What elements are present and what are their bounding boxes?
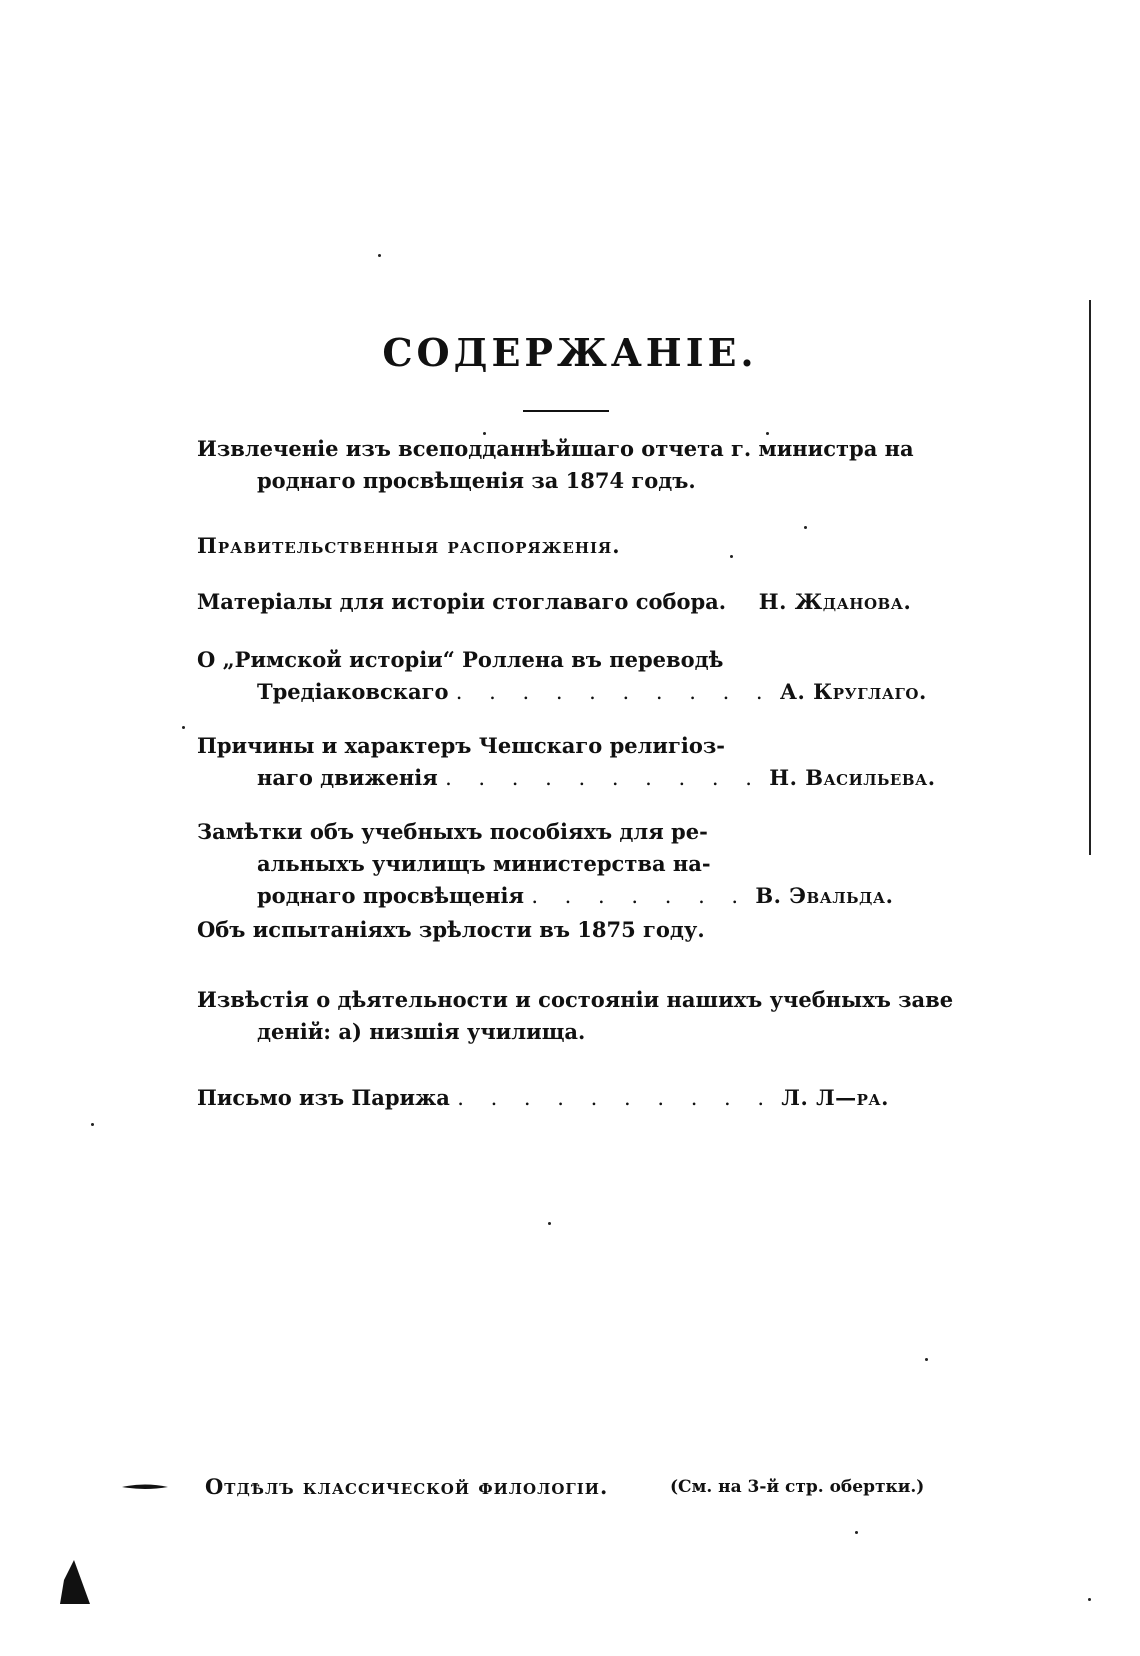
toc-entry-czech xyxy=(197,730,937,794)
toc-entry-line xyxy=(197,880,937,912)
print-speck xyxy=(730,555,733,558)
toc-entry-stoglav xyxy=(197,586,937,618)
toc-entry-line: роднаго просвѣщенія за 1874 годъ. xyxy=(257,468,696,493)
print-speck xyxy=(182,726,185,729)
print-speck xyxy=(91,1123,94,1126)
corner-tab-mark xyxy=(60,1560,90,1604)
toc-leader-dots: . . . . . . . . . . xyxy=(455,680,773,704)
toc-entry-author: Л. Л—ра. xyxy=(781,1085,889,1110)
toc-entry-line: О „Римской исторіи“ Роллена въ переводѣ xyxy=(197,647,724,672)
toc-entry-news xyxy=(197,984,954,1048)
toc-entry-author: А. Круглаго. xyxy=(779,679,927,704)
print-speck xyxy=(925,1358,928,1361)
title-divider xyxy=(523,410,609,412)
footer-section-title: Отдѣлъ классической филологіи. xyxy=(205,1474,609,1499)
toc-entry-line: деній: а) низшія училища. xyxy=(257,1019,586,1044)
toc-entry-line: альныхъ училищъ министерства на- xyxy=(257,851,711,876)
toc-entry-line: Объ испытаніяхъ зрѣлости въ 1875 году. xyxy=(197,917,705,942)
toc-entry-title: Тредіаковскаго xyxy=(257,679,449,704)
toc-entry-author: Н. Васильева. xyxy=(769,765,936,790)
toc-leader-dots: . . . . . . . . . . xyxy=(445,766,762,790)
toc-entry-title: наго движенія xyxy=(257,765,438,790)
page-title: СОДЕРЖАНІЕ. xyxy=(382,330,758,375)
dash-ornament xyxy=(122,1484,168,1490)
toc-entry-title: роднаго просвѣщенія xyxy=(257,883,525,908)
toc-entry-author: В. Эвальда. xyxy=(755,883,894,908)
footer-note: (См. на 3-й стр. обертки.) xyxy=(670,1477,925,1497)
print-speck xyxy=(766,432,769,435)
toc-entry-line xyxy=(197,676,937,708)
toc-entry-line: Причины и характеръ Чешскаго религіоз- xyxy=(197,733,725,758)
toc-entry-paris-letter xyxy=(197,1082,937,1114)
toc-entry-line: Извлеченіе изъ всеподданнѣйшаго отчета г. министра на xyxy=(197,436,914,461)
toc-entry-rollin xyxy=(197,644,937,708)
toc-entry-title: Письмо изъ Парижа xyxy=(197,1085,450,1110)
toc-leader-dots: . . . . . . . . . . xyxy=(457,1086,775,1110)
toc-entry-line xyxy=(197,762,937,794)
toc-entry-author: Н. Жданова. xyxy=(758,589,912,614)
toc-entry-title: Матеріалы для исторіи стоглаваго собора. xyxy=(197,589,727,614)
print-speck xyxy=(548,1222,551,1225)
print-speck xyxy=(483,432,486,435)
toc-entry-textbooks xyxy=(197,816,937,912)
toc-leader-dots: . . . . . . . xyxy=(531,884,749,908)
print-speck xyxy=(855,1531,858,1534)
toc-entry-line xyxy=(197,586,937,618)
toc-entry-line: Правительственныя распоряженія. xyxy=(197,533,621,558)
toc-entry-line xyxy=(197,1082,937,1114)
toc-entry-government-orders xyxy=(197,530,937,562)
print-speck xyxy=(804,526,807,529)
toc-entry-report xyxy=(197,433,937,497)
print-speck xyxy=(378,254,381,257)
toc-entry-line: Замѣтки объ учебныхъ пособіяхъ для ре- xyxy=(197,819,708,844)
print-speck xyxy=(1088,1598,1091,1601)
page-edge-line xyxy=(1089,300,1091,855)
toc-entry-exams xyxy=(197,914,937,946)
toc-entry-line: Извѣстія о дѣятельности и состояніи нашихъ учебныхъ заве xyxy=(197,987,954,1012)
